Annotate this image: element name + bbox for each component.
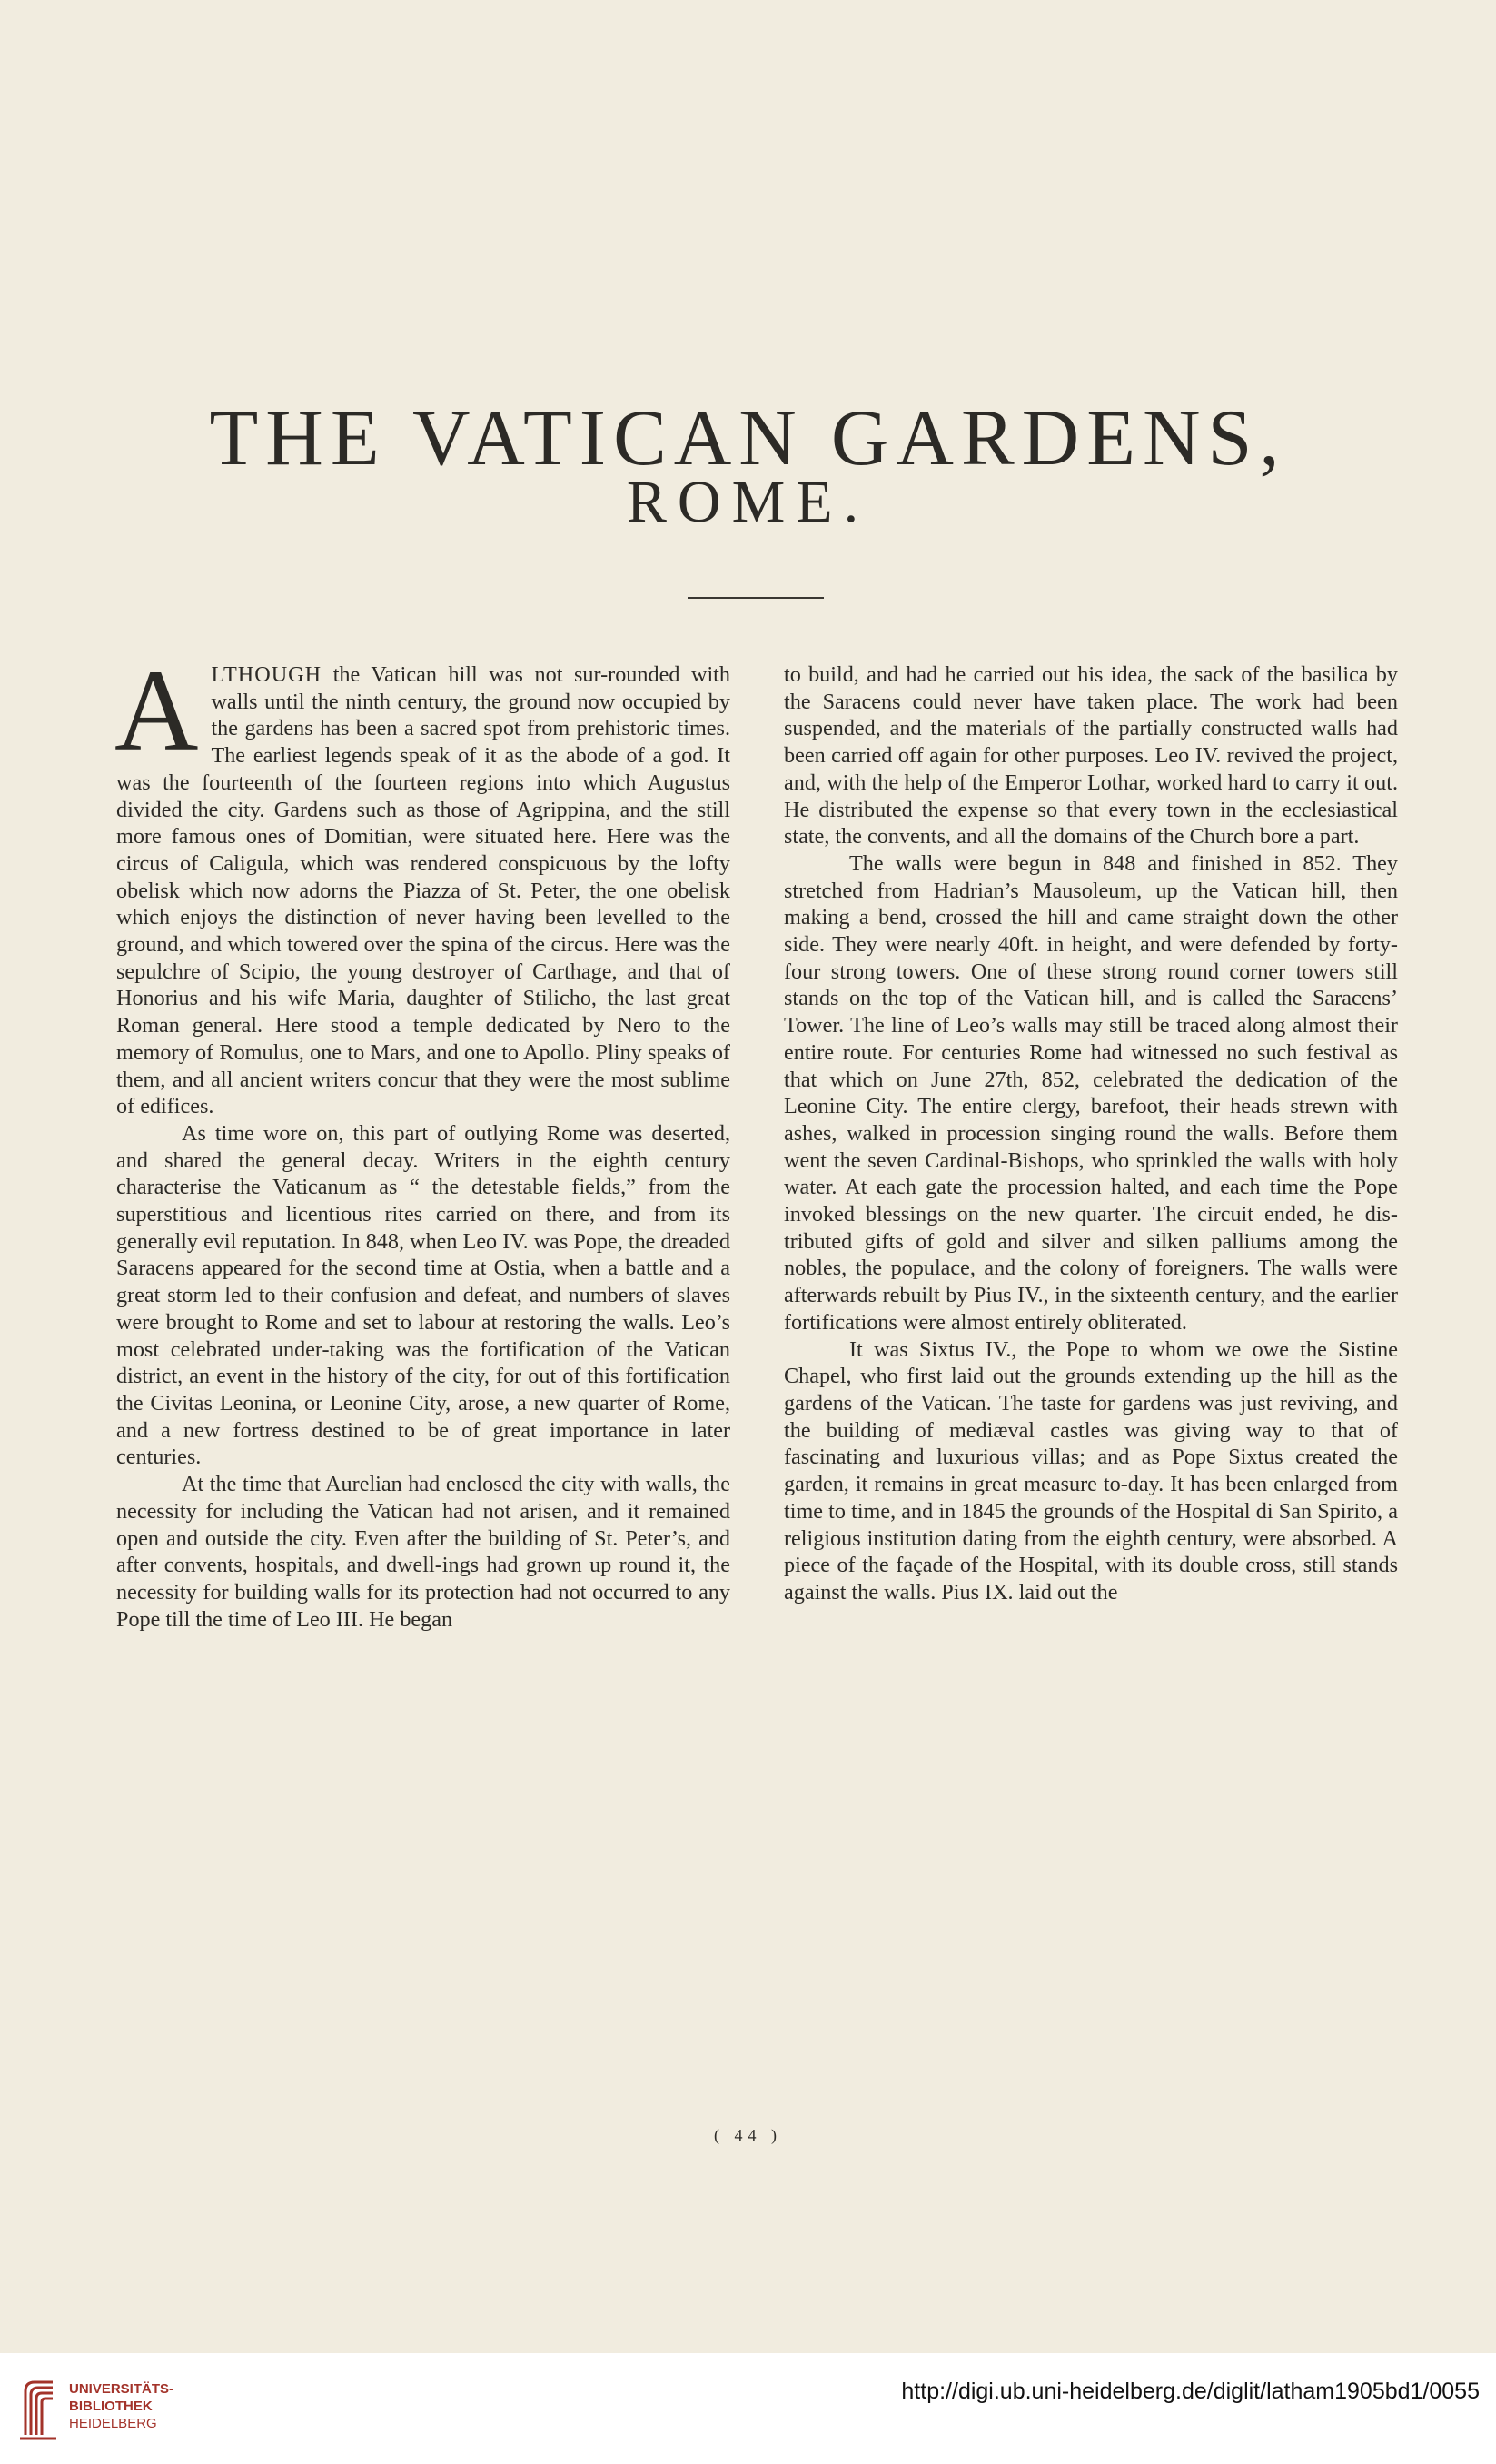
lead-small-caps: LTHOUGH: [211, 662, 322, 687]
university-library-logo-icon: [16, 2371, 62, 2448]
left-paragraph-1: [114, 646, 730, 1120]
page-number: ( 44 ): [714, 2126, 782, 2144]
left-paragraph-3: At the time that Aurelian had enclosed the city with walls, the necessity for including the Vatican had not arisen, and it remained open and outside the city. Even after the building of St. Peter’s, and after convents, hospitals, and dwell-ings had grown up round it, the necessity for building walls for its protection had not occurred to any Pope till the time of Leo III. He began: [116, 1472, 730, 1632]
library-name-line-1: UNIVERSITÄTS-: [69, 2381, 174, 2397]
right-text-column: [784, 661, 1398, 1606]
library-name-line-3: HEIDELBERG: [69, 2416, 157, 2431]
left-text-column: [114, 646, 730, 1633]
title-divider: [688, 597, 824, 599]
source-url-link[interactable]: http://digi.ub.uni-heidelberg.de/diglit/latham1905bd1/0055: [901, 2379, 1480, 2404]
left-paragraph-1-text: the Vatican hill was not sur-rounded with walls until the ninth century, the ground now occupied by the gardens has been a sacred spot from prehistoric times. The earliest legends speak of it as the abode of a god. It was the fourteenth of the fourteen regions into which Augustus divided the city. Gardens such as those of Agrippina, and the still more famous ones of Domitian, were situated here. Here was the circus of Caligula, which was rendered conspicuous by the lofty obelisk which now adorns the Piazza of St. Peter, the one obelisk which enjoys the distinction of never having been levelled to the ground, and which towered over the spina of the circus. Here was the sepulchre of Scipio, the young destroyer of Carthage, and that of Honorius and his wife Maria, daughter of Stilicho, the last great Roman general. Here stood a temple dedicated by Nero to the memory of Romulus, one to Mars, and one to Apollo. Pliny speaks of them, and all ancient writers concur that they were the most sublime of edifices.: [116, 662, 730, 1119]
right-paragraph-2: The walls were begun in 848 and finished in 852. They stretched from Hadrian’s Mausoleum, up the Vatican hill, then making a bend, crossed the hill and came straight down the other side. They were nearly 40ft. in height, and were defended by forty-four strong towers. One of these strong round corner towers still stands on the top of the Vatican hill, and is called the Saracens’ Tower. The line of Leo’s walls may still be traced along almost their entire route. For centuries Rome had witnessed no such festival as that which on June 27th, 852, celebrated the dedication of the Leonine City. The entire clergy, barefoot, their heads strewn with ashes, walked in procession singing round the walls. Before them went the seven Cardinal-Bishops, who sprinkled the walls with holy water. At each gate the procession halted, and each time the Pope invoked blessings on the new quarter. The circuit ended, he dis-tributed gifts of gold and silver and silken palliums among the nobles, the populace, and the colony of foreigners. The walls were afterwards rebuilt by Pius IV., in the sixteenth century, and the earlier fortifications were almost entirely obliterated.: [784, 850, 1398, 1335]
right-paragraph-3: It was Sixtus IV., the Pope to whom we owe the Sistine Chapel, who first laid out the grounds extending up the hill as the gardens of the Vatican. The taste for gardens was just reviving, and the building of mediæval castles was giving way to that of fascinating and luxurious villas; and as Pope Sixtus created the garden, it remains in great measure to-day. It has been enlarged from time to time, and in 1845 the grounds of the Hospital di San Spirito, a religious institution dating from the eighth century, were absorbed. A piece of the façade of the Hospital, with its double cross, still stands against the walls. Pius IX. laid out the: [784, 1336, 1398, 1605]
right-paragraph-1: to build, and had he carried out his idea, the sack of the basilica by the Saracens could never have taken place. The work had been suspended, and the materials of the partially constructed walls had been carried off again for other purposes. Leo IV. revived the project, and, with the help of the Emperor Lothar, worked hard to carry it out. He distributed the expense so that every town in the ecclesiastical state, the convents, and all the domains of the Church bore a part.: [784, 662, 1398, 849]
drop-cap-letter: A: [114, 646, 199, 775]
article-title: THE VATICAN GARDENS,: [209, 393, 1287, 482]
digitization-footer: [0, 2353, 1496, 2464]
library-name-line-2: BIBLIOTHEK: [69, 2399, 153, 2414]
article-subtitle: ROME.: [626, 469, 870, 535]
left-paragraph-2: As time wore on, this part of outlying Rome was deserted, and shared the general decay. Writers in the eighth century characterise the Vaticanum as “ the detestable fields,” from the superstitious and licentious rites carried on there, and from its generally evil reputation. In 848, when Leo IV. was Pope, the dreaded Saracens appeared for the second time at Ostia, when a battle and a great storm led to their confusion and defeat, and numbers of slaves were brought to Rome and set to labour at restoring the walls. Leo’s most celebrated under-taking was the fortification of the Vatican district, an event in the history of the city, for out of this fortification the Civitas Leonina, or Leonine City, arose, a new quarter of Rome, and a new fortress destined to be of great importance in later centuries.: [116, 1120, 730, 1470]
library-name: [69, 2380, 173, 2432]
